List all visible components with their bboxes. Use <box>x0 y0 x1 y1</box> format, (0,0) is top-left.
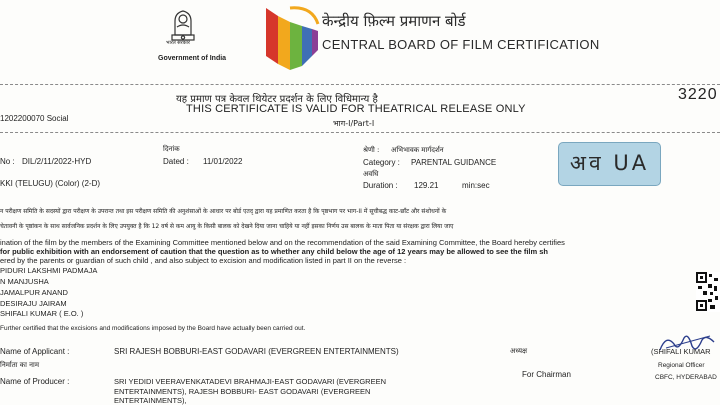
validity-english: THIS CERTIFICATE IS VALID FOR THEATRICAL RELEASE ONLY <box>186 103 526 115</box>
film-title-line: KKI (TELUGU) (Color) (2-D) <box>0 179 101 188</box>
duration-label: Duration : <box>363 181 398 190</box>
body-english-line-2: for public exhibition with an endorsement of caution that the question as to whether any child below the age of 12 years may be allowed to see the film sh <box>0 247 549 256</box>
signatory-title: Regional Officer <box>658 362 705 369</box>
file-number: DIL/2/11/2022-HYD <box>22 157 92 166</box>
validity-part: भाग-I/Part-I <box>333 119 375 128</box>
category-value-hindi: अभिभावक मार्गदर्शन <box>391 146 444 154</box>
rating-badge <box>558 142 661 186</box>
producer-label: Name of Producer : <box>0 377 70 386</box>
rating-badge-text: अव UA <box>569 151 650 175</box>
emblem-caption: Government of India <box>158 55 227 62</box>
body-english-line-1: ination of the film by the members of the Examining Committee mentioned below and on the recommendation of the said Examining Committee, the Board hereby certifies <box>0 238 565 247</box>
signatory-name: (SHIFALI KUMAR <box>651 347 711 356</box>
category-label-hindi: श्रेणी : <box>363 146 380 154</box>
reference-number: 1202200070 Social <box>0 114 69 123</box>
signatory-office: CBFC, HYDERABAD <box>655 374 717 381</box>
applicant-label: Name of Applicant : <box>0 347 70 356</box>
applicant-value: SRI RAJESH BOBBURI-EAST GODAVARI (EVERGREEN ENTERTAINMENTS) <box>114 347 399 356</box>
section-divider <box>0 132 720 133</box>
category-label: Category : <box>363 158 400 167</box>
further-certified: Further certified that the excisions and modifications imposed by the Board have actually been carried out. <box>0 325 306 332</box>
cbfc-logo-icon <box>262 4 320 72</box>
qr-code-icon <box>696 272 720 312</box>
validity-hindi: यह प्रमाण पत्र केवल थियेटर प्रदर्शन के लिए विधिमान्य है <box>176 94 378 105</box>
body-hindi-line-1: न परीक्षण समिति के सदस्यों द्वारा परीक्षण के उपरान्त तथा इस परीक्षण समिति की अनुशंसाओं के आधार पर बोर्ड एतद् द्वारा यह प्रमाणित करता है कि पृष्ठभाग पर भाग-II में सूचीबद्ध काट-छाँट और संशोधनों के <box>0 208 447 215</box>
committee-member: JAMALPUR ANAND <box>0 288 68 297</box>
duration-label-hindi: अवधि <box>363 170 379 178</box>
date-label-hindi: दिनांक <box>163 145 180 153</box>
committee-member: SHIFALI KUMAR ( E.O. ) <box>0 309 84 318</box>
body-hindi-line-2: चेतावनी के पृष्ठांकन के साथ सार्वजनिक प्रदर्शन के लिए उपयुक्त है कि 12 वर्ष से कम आयु के किसी बालक को देखने दिया जाना चाहिये या नहीं इसका निर्णय उस बालक के माता पिता या संरक्षक द्वारा लिया जाए <box>0 223 454 230</box>
committee-member: N MANJUSHA <box>0 277 49 286</box>
board-name: CENTRAL BOARD OF FILM CERTIFICATION <box>322 37 600 52</box>
file-number-label: No : <box>0 157 15 166</box>
committee-member: PIDURI LAKSHMI PADMAJA <box>0 266 98 275</box>
duration-value: 129.21 <box>414 181 439 190</box>
emblem-caption-hindi: भारत सरकार <box>166 40 190 46</box>
producer-label-hindi: निर्माता का नाम <box>0 361 40 369</box>
producer-line-3: ENTERTAINMENTS), <box>114 396 187 405</box>
chairman-label-hindi: अध्यक्ष <box>510 347 528 355</box>
board-name-hindi: केन्द्रीय फ़िल्म प्रमाणन बोर्ड <box>322 12 466 30</box>
producer-line-2: ENTERTAINMENTS), RAJESH BOBBURI- EAST GODAVARI (EVERGREEN <box>114 387 371 396</box>
duration-unit: min:sec <box>462 181 490 190</box>
header-divider <box>0 84 720 85</box>
category-value: PARENTAL GUIDANCE <box>411 158 497 167</box>
producer-line-1: SRI YEDIDI VEERAVENKATADEVI BRAHMAJI-EAST GODAVARI (EVERGREEN <box>114 377 387 386</box>
chairman-label: For Chairman <box>522 370 571 379</box>
date-label: Dated : <box>163 157 189 166</box>
body-english-line-3: ered by the parents or guardian of such child , and also subject to excision and modification listed in part II on the reverse : <box>0 256 407 265</box>
date-value: 11/01/2022 <box>203 157 243 166</box>
committee-member: DESIRAJU JAIRAM <box>0 299 67 308</box>
certificate-number: 3220 <box>678 86 718 103</box>
